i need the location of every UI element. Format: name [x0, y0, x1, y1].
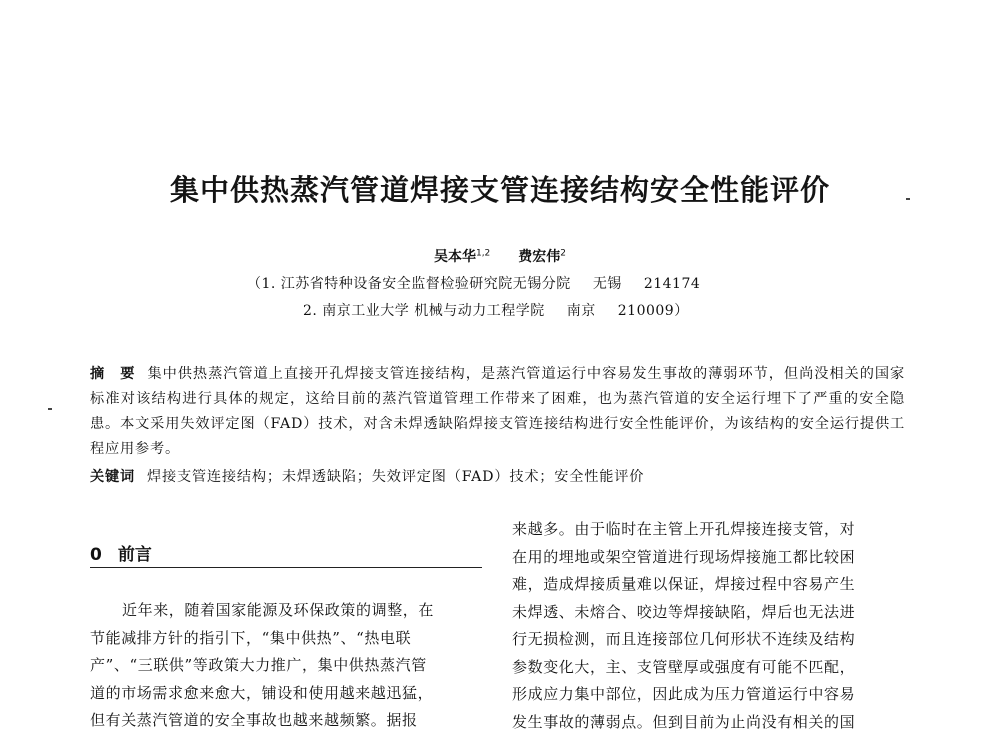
affiliation-postcode: 214174	[644, 276, 700, 292]
body-line: 在用的埋地或架空管道进行现场焊接施工都比较困	[512, 544, 907, 572]
abstract-label: 摘 要	[90, 366, 135, 382]
body-line: 发生事故的薄弱点。但到目前为止尚没有相关的国	[512, 709, 907, 736]
body-right-column	[512, 516, 907, 736]
body-line: 近年来，随着国家能源及环保政策的调整，在	[90, 597, 485, 625]
affiliation-2	[303, 300, 689, 320]
body-line: 难，造成焊接质量难以保证，焊接过程中容易产生	[512, 571, 907, 599]
author-name: 费宏伟	[518, 249, 560, 265]
author-name: 吴本华	[434, 249, 476, 265]
affiliation-institution: （1. 江苏省特种设备安全监督检验研究院无锡分院	[247, 276, 571, 292]
affiliation-institution: 2. 南京工业大学 机械与动力工程学院	[303, 303, 545, 319]
author-list	[0, 246, 1000, 266]
author-affiliation-mark: 1,2	[476, 248, 490, 258]
abstract-text: 集中供热蒸汽管道上直接开孔焊接支管连接结构，是蒸汽管道运行中容易发生事故的薄弱环节，但尚没相关的国家标准对该结构进行具体的规定，这给目前的蒸汽管道管理工作带来了困难，也为蒸汽管道的安全运行埋下了严重的安全隐患。本文采用失效评定图（FAD）技术，对含未焊透缺陷焊接支管连接结构进行安全性能评价，为该结构的安全运行提供工程应用参考。	[90, 366, 905, 457]
body-line: 但有关蒸汽管道的安全事故也越来越频繁。据报	[90, 707, 485, 735]
section-number: 0	[90, 545, 102, 565]
affiliation-city: 南京	[567, 303, 596, 319]
author-affiliation-mark: 2	[560, 248, 566, 258]
section-title: 前言	[118, 545, 152, 565]
paper-title: 集中供热蒸汽管道焊接支管连接结构安全性能评价	[0, 168, 1000, 209]
section-heading	[90, 540, 152, 565]
author-1	[434, 249, 490, 265]
keywords-text: 焊接支管连接结构；未焊透缺陷；失效评定图（FAD）技术；安全性能评价	[147, 469, 644, 485]
body-line: 形成应力集中部位，因此成为压力管道运行中容易	[512, 681, 907, 709]
scan-speck	[906, 198, 910, 200]
author-2	[518, 249, 566, 265]
body-left-column	[90, 597, 485, 735]
body-line: 产”、“三联供”等政策大力推广，集中供热蒸汽管	[90, 652, 485, 680]
body-line: 行无损检测，而且连接部位几何形状不连续及结构	[512, 626, 907, 654]
body-line: 来越多。由于临时在主管上开孔焊接连接支管，对	[512, 516, 907, 544]
affiliation-postcode: 210009）	[618, 303, 689, 319]
body-line: 节能减排方针的指引下，“集中供热”、“热电联	[90, 625, 485, 653]
abstract	[90, 362, 905, 462]
body-line: 参数变化大，主、支管壁厚或强度有可能不匹配，	[512, 654, 907, 682]
keywords	[90, 466, 905, 486]
body-line: 未焊透、未熔合、咬边等焊接缺陷，焊后也无法进	[512, 599, 907, 627]
scan-speck	[48, 408, 52, 410]
section-divider	[90, 567, 482, 568]
keywords-label: 关键词	[90, 469, 135, 485]
affiliation-1	[247, 273, 700, 293]
affiliation-city: 无锡	[593, 276, 622, 292]
body-line: 道的市场需求愈来愈大，铺设和使用越来越迅猛，	[90, 680, 485, 708]
